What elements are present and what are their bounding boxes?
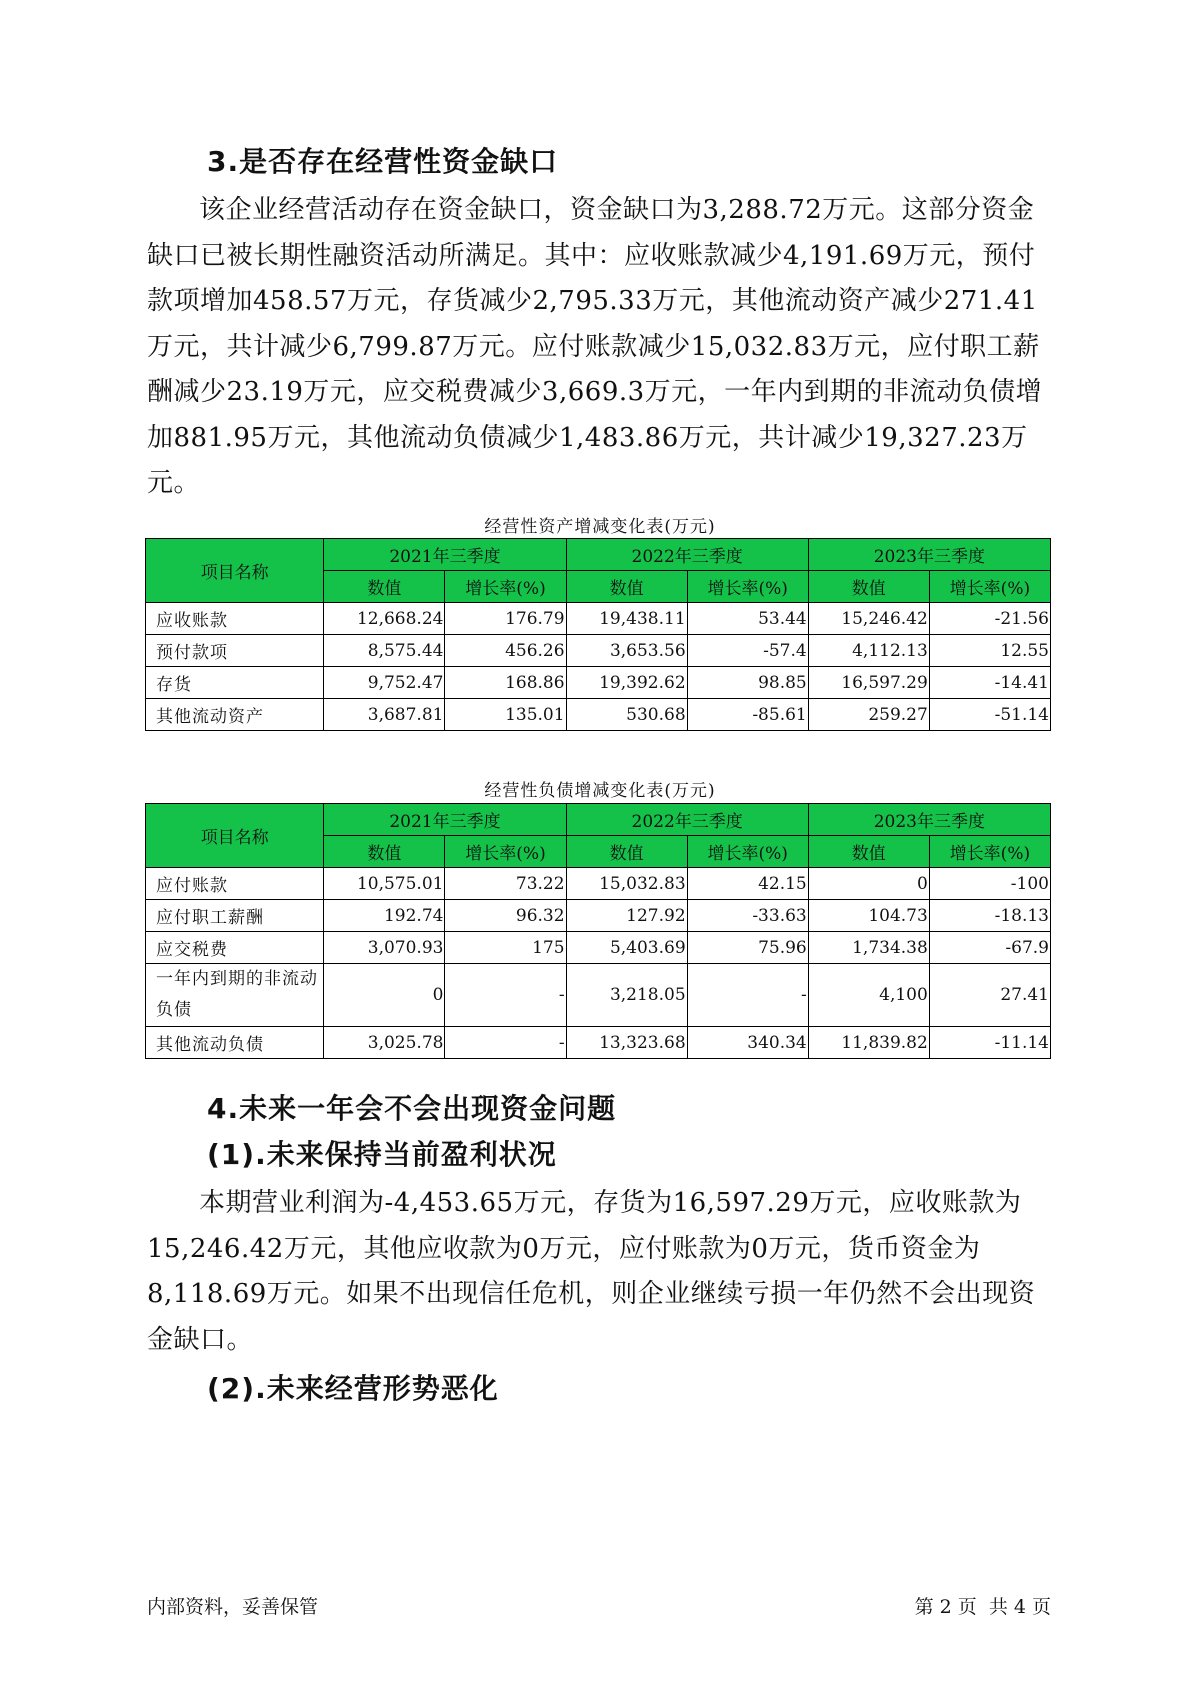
- growth-rate-cell: 168.86: [445, 667, 566, 699]
- value-cell: 1,734.38: [808, 932, 929, 964]
- value-cell: 3,025.78: [324, 1027, 445, 1059]
- value-cell: 16,597.29: [808, 667, 929, 699]
- section-4-sub1-paragraph-text: 本期营业利润为-4,453.65万元，存货为16,597.29万元，应收账款为15,246.42万元，其他应收款为0万元，应付账款为0万元，货币资金为8,118.69万元。如果不出现信任危机，则企业继续亏损一年仍然不会出现资金缺口。: [147, 1188, 1036, 1355]
- section-4-heading: 4.未来一年会不会出现资金问题: [207, 1092, 617, 1125]
- growth-rate-cell: 175: [445, 932, 566, 964]
- assets-table-caption: 经营性资产增减变化表(万元): [484, 517, 716, 537]
- period-header: 2023年三季度: [808, 539, 1050, 571]
- row-item-name: 预付款项: [146, 635, 324, 667]
- table-row: [146, 635, 1051, 667]
- table-row: [146, 603, 1051, 635]
- row-item-name: 其他流动负债: [146, 1027, 324, 1059]
- growth-rate-cell: 27.41: [929, 964, 1050, 1027]
- period-header: 2021年三季度: [324, 539, 566, 571]
- row-item-name: 应付职工薪酬: [146, 900, 324, 932]
- growth-rate-cell: -85.61: [687, 699, 808, 731]
- table-row: [146, 900, 1051, 932]
- growth-subheader: 增长率(%): [929, 836, 1050, 868]
- section-4-sub2-heading: (2).未来经营形势恶化: [207, 1372, 499, 1405]
- item-name-header: 项目名称: [146, 539, 324, 603]
- growth-rate-cell: -57.4: [687, 635, 808, 667]
- value-subheader: 数值: [566, 836, 687, 868]
- growth-rate-cell: 53.44: [687, 603, 808, 635]
- value-cell: 192.74: [324, 900, 445, 932]
- section-3-heading: 3.是否存在经营性资金缺口: [207, 145, 559, 178]
- table-header-row: [146, 539, 1051, 571]
- growth-rate-cell: -21.56: [929, 603, 1050, 635]
- value-cell: 127.92: [566, 900, 687, 932]
- value-subheader: 数值: [566, 571, 687, 603]
- growth-rate-cell: 96.32: [445, 900, 566, 932]
- growth-rate-cell: 73.22: [445, 868, 566, 900]
- period-header: 2021年三季度: [324, 804, 566, 836]
- value-cell: 8,575.44: [324, 635, 445, 667]
- growth-rate-cell: -: [445, 964, 566, 1027]
- row-item-name: 存货: [146, 667, 324, 699]
- liabilities-change-table: [145, 803, 1051, 1059]
- table-row: [146, 964, 1051, 1027]
- growth-rate-cell: 98.85: [687, 667, 808, 699]
- growth-rate-cell: -67.9: [929, 932, 1050, 964]
- value-cell: 15,032.83: [566, 868, 687, 900]
- period-header: 2022年三季度: [566, 804, 808, 836]
- growth-rate-cell: -14.41: [929, 667, 1050, 699]
- section-3-paragraph-text: 该企业经营活动存在资金缺口，资金缺口为3,288.72万元。这部分资金缺口已被长期性融资活动所满足。其中：应收账款减少4,191.69万元，预付款项增加458.57万元，存货减少2,795.33万元，其他流动资产减少271.41万元，共计减少6,799.87万元。应付账款减少15,032.83万元，应付职工薪酬减少23.19万元，应交税费减少3,669.3万元，一年内到期的非流动负债增加881.95万元，其他流动负债减少1,483.86万元，共计减少19,327.23万元。: [147, 195, 1043, 498]
- section-4-sub1-heading: (1).未来保持当前盈利状况: [207, 1138, 557, 1171]
- growth-subheader: 增长率(%): [445, 571, 566, 603]
- footer-page-number: 第 2 页 共 4 页: [914, 1596, 1051, 1618]
- section-4-sub1-paragraph: [147, 1181, 1047, 1363]
- value-subheader: 数值: [324, 836, 445, 868]
- value-cell: 4,100: [808, 964, 929, 1027]
- row-item-name: 其他流动资产: [146, 699, 324, 731]
- period-header: 2023年三季度: [808, 804, 1050, 836]
- growth-rate-cell: 75.96: [687, 932, 808, 964]
- value-cell: 11,839.82: [808, 1027, 929, 1059]
- value-cell: 3,653.56: [566, 635, 687, 667]
- growth-rate-cell: -51.14: [929, 699, 1050, 731]
- value-cell: 5,403.69: [566, 932, 687, 964]
- value-subheader: 数值: [808, 571, 929, 603]
- table-row: [146, 868, 1051, 900]
- growth-subheader: 增长率(%): [929, 571, 1050, 603]
- row-item-name: 一年内到期的非流动负债: [146, 964, 324, 1027]
- growth-rate-cell: -: [687, 964, 808, 1027]
- value-cell: 12,668.24: [324, 603, 445, 635]
- value-cell: 104.73: [808, 900, 929, 932]
- row-item-name: 应收账款: [146, 603, 324, 635]
- growth-rate-cell: 456.26: [445, 635, 566, 667]
- value-cell: 259.27: [808, 699, 929, 731]
- liabilities-table-caption: 经营性负债增减变化表(万元): [484, 781, 716, 801]
- table-row: [146, 699, 1051, 731]
- section-3-paragraph: [147, 188, 1047, 507]
- value-cell: 3,218.05: [566, 964, 687, 1027]
- assets-change-table: [145, 538, 1051, 731]
- period-header: 2022年三季度: [566, 539, 808, 571]
- table-row: [146, 667, 1051, 699]
- value-cell: 530.68: [566, 699, 687, 731]
- value-cell: 3,687.81: [324, 699, 445, 731]
- growth-rate-cell: -11.14: [929, 1027, 1050, 1059]
- value-cell: 13,323.68: [566, 1027, 687, 1059]
- growth-rate-cell: -: [445, 1027, 566, 1059]
- growth-rate-cell: 135.01: [445, 699, 566, 731]
- item-name-header: 项目名称: [146, 804, 324, 868]
- value-cell: 9,752.47: [324, 667, 445, 699]
- table-header-row: [146, 804, 1051, 836]
- growth-subheader: 增长率(%): [687, 836, 808, 868]
- table-row: [146, 1027, 1051, 1059]
- growth-rate-cell: 12.55: [929, 635, 1050, 667]
- value-cell: 4,112.13: [808, 635, 929, 667]
- value-cell: 0: [324, 964, 445, 1027]
- growth-subheader: 增长率(%): [687, 571, 808, 603]
- row-item-name: 应交税费: [146, 932, 324, 964]
- value-cell: 0: [808, 868, 929, 900]
- growth-rate-cell: 42.15: [687, 868, 808, 900]
- row-item-name: 应付账款: [146, 868, 324, 900]
- table-row: [146, 932, 1051, 964]
- value-cell: 15,246.42: [808, 603, 929, 635]
- value-cell: 10,575.01: [324, 868, 445, 900]
- value-cell: 3,070.93: [324, 932, 445, 964]
- growth-rate-cell: -100: [929, 868, 1050, 900]
- growth-rate-cell: -18.13: [929, 900, 1050, 932]
- value-cell: 19,392.62: [566, 667, 687, 699]
- growth-rate-cell: 340.34: [687, 1027, 808, 1059]
- growth-subheader: 增长率(%): [445, 836, 566, 868]
- value-subheader: 数值: [808, 836, 929, 868]
- value-cell: 19,438.11: [566, 603, 687, 635]
- growth-rate-cell: 176.79: [445, 603, 566, 635]
- footer-confidential-note: 内部资料，妥善保管: [147, 1596, 319, 1618]
- value-subheader: 数值: [324, 571, 445, 603]
- growth-rate-cell: -33.63: [687, 900, 808, 932]
